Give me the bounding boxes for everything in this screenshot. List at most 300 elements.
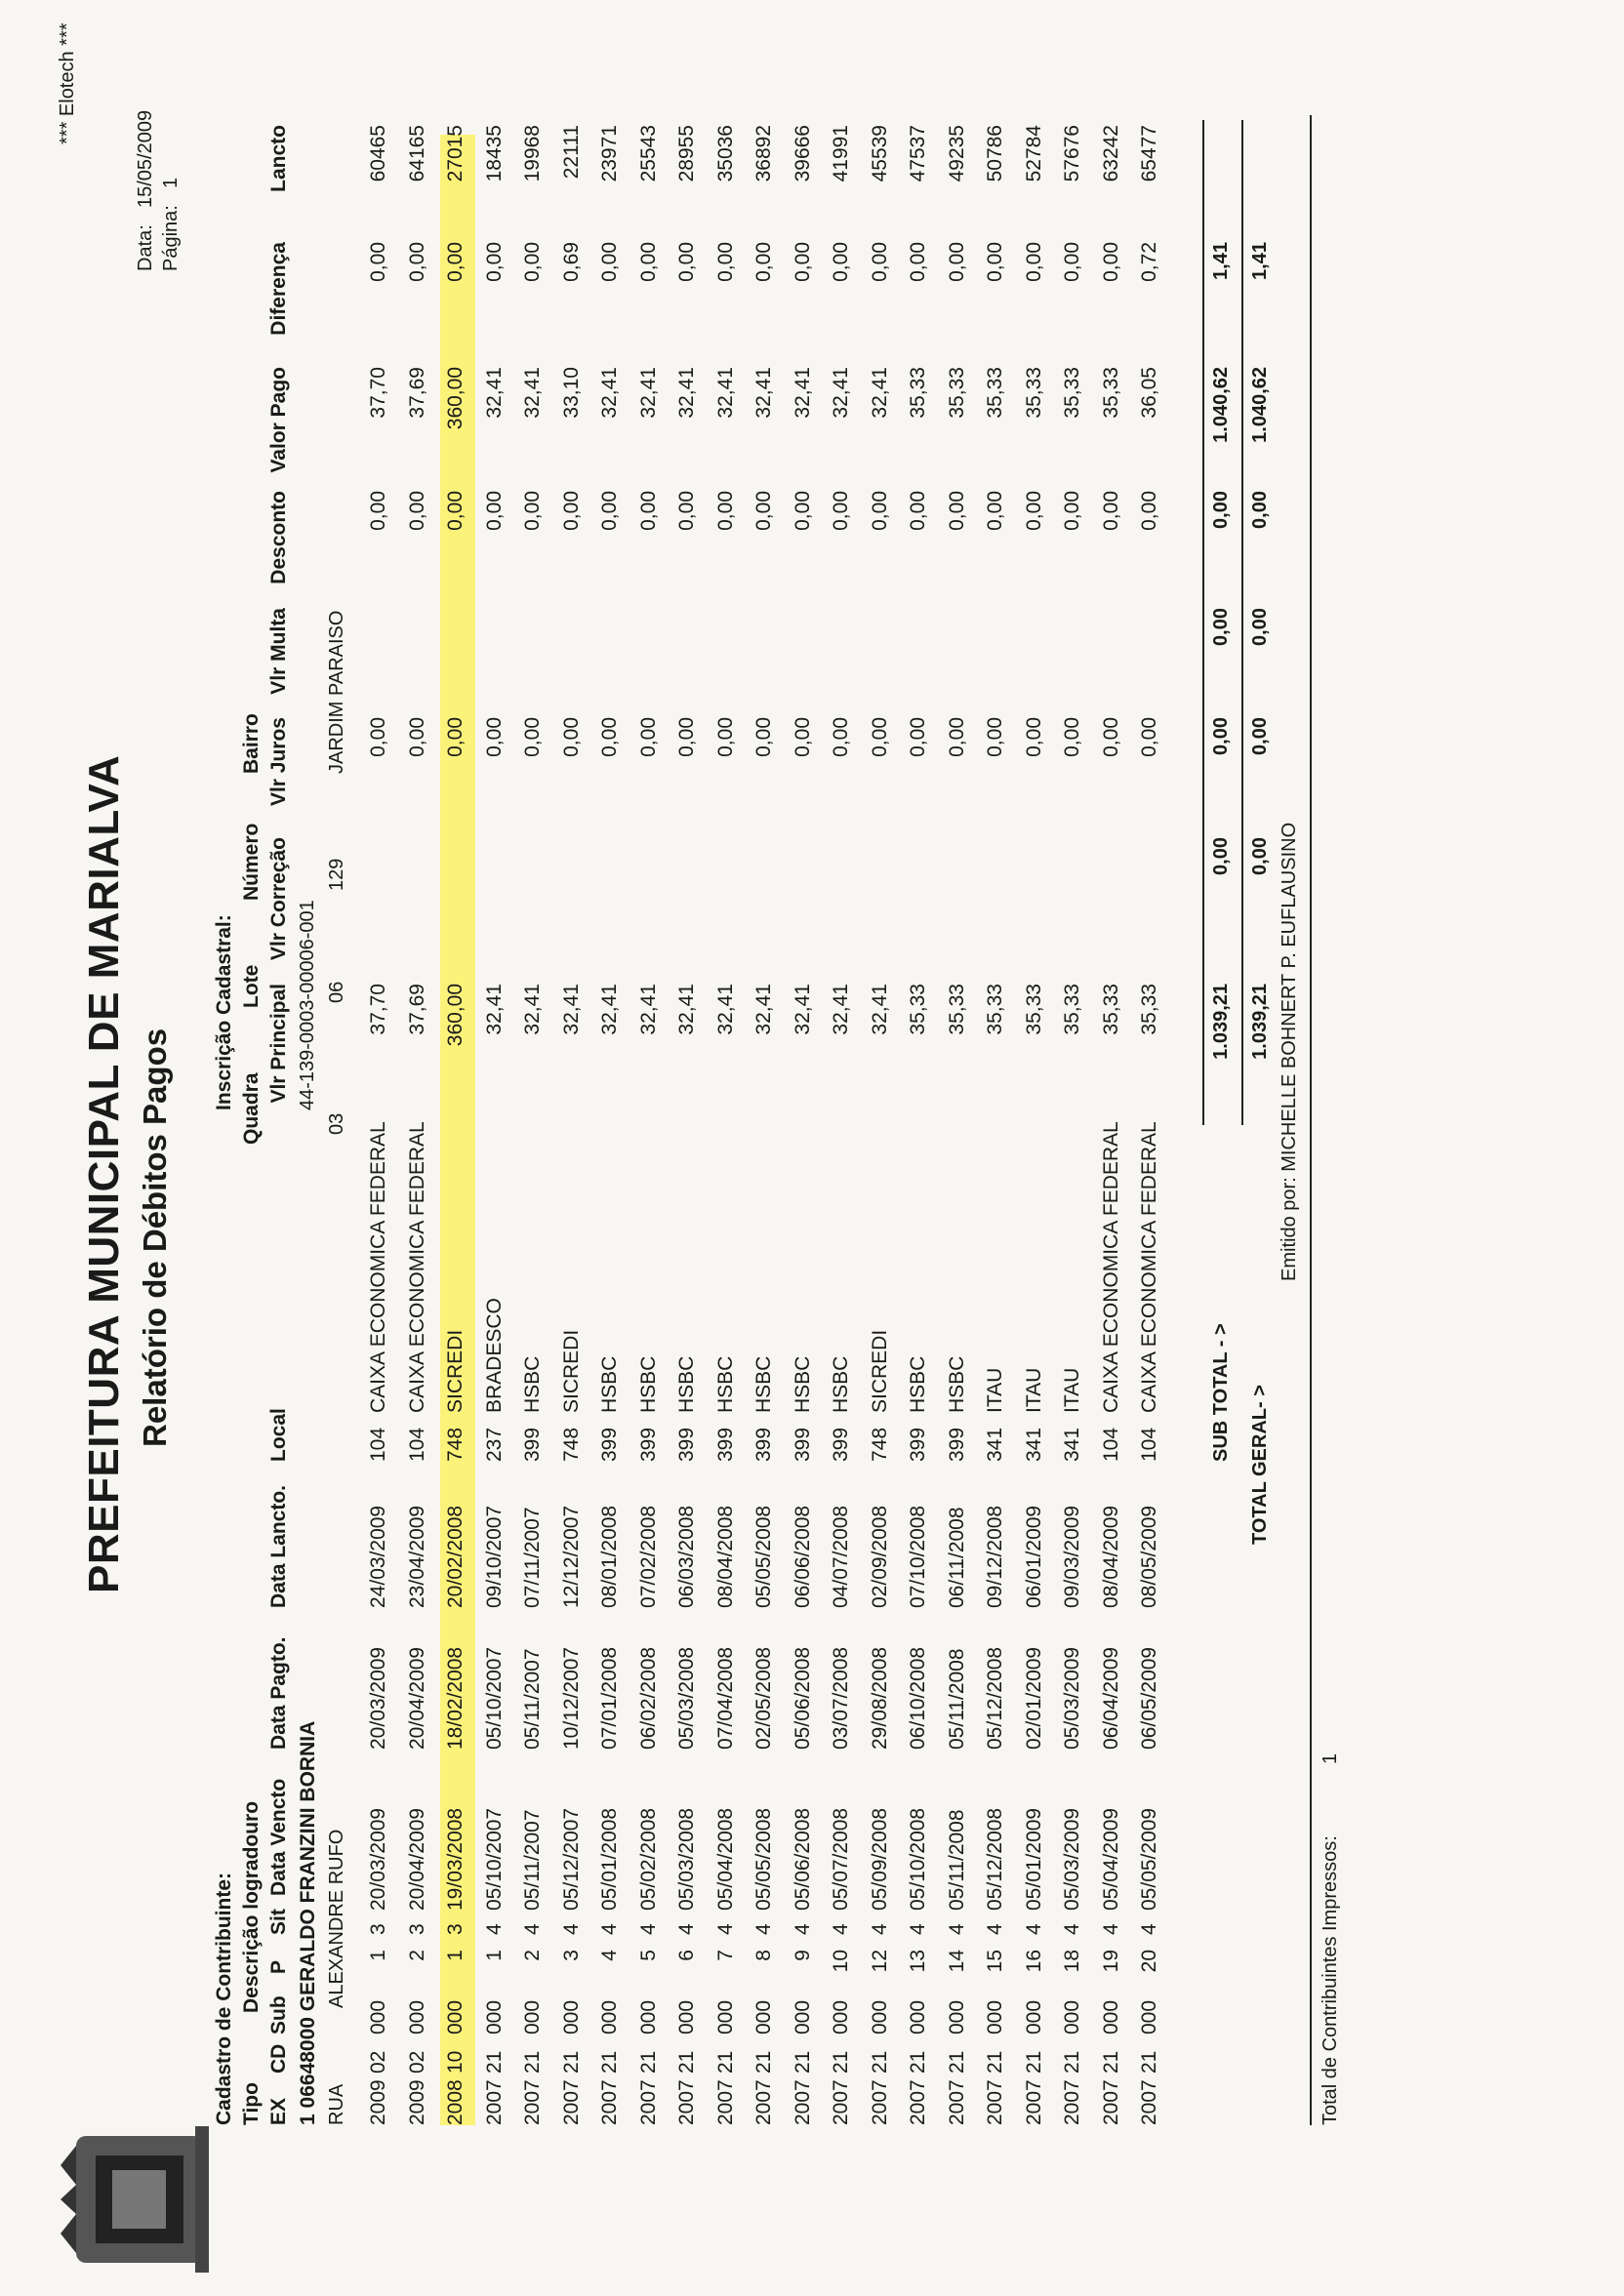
row-cd: 21 [559, 2050, 583, 2074]
table-row [400, 0, 438, 2296]
row-lancto-data: 07/10/2008 [907, 1505, 929, 1608]
row-cd: 02 [405, 2050, 428, 2074]
row-local: BRADESCO [482, 1298, 506, 1413]
row-juros: 0,00 [1099, 717, 1122, 757]
row-cd: 21 [482, 2050, 506, 2074]
table-row [670, 0, 708, 2296]
row-sub: 000 [984, 1999, 1006, 2034]
row-diferenca: 0,00 [830, 242, 852, 282]
total-desconto: 0,00 [1249, 491, 1271, 529]
row-local: CAIXA ECONOMICA FEDERAL [405, 1121, 428, 1413]
report-subtitle: Relatório de Débitos Pagos [137, 1027, 173, 1447]
row-desconto: 0,00 [984, 491, 1006, 531]
row-pago: 35,33 [1022, 367, 1045, 419]
row-diferenca: 0,00 [868, 242, 891, 282]
row-ex: 2007 [1022, 2079, 1045, 2125]
label-data-pagto: Data Pagto. [267, 1636, 290, 1750]
row-pagto: 20/03/2009 [367, 1646, 389, 1750]
table-row [1094, 0, 1132, 2296]
row-cd: 21 [521, 2050, 544, 2074]
row-pago: 32,41 [791, 367, 814, 419]
row-diferenca: 0,00 [1061, 242, 1083, 282]
row-local: HSBC [598, 1355, 621, 1413]
row-sub: 000 [521, 1999, 544, 2034]
row-lancto-data: 23/04/2009 [405, 1505, 428, 1608]
row-principal: 32,41 [559, 984, 583, 1035]
row-diferenca: 0,00 [636, 242, 660, 282]
row-sub: 000 [791, 1999, 814, 2034]
row-juros: 0,00 [945, 717, 968, 757]
row-pagto: 20/04/2009 [405, 1646, 428, 1750]
row-vencto: 05/12/2007 [559, 1807, 583, 1911]
subtotal-correcao: 0,00 [1210, 837, 1232, 875]
row-juros: 0,00 [675, 717, 698, 757]
table-row [361, 0, 399, 2296]
row-lancto: 47537 [907, 125, 929, 182]
row-cd: 21 [868, 2050, 891, 2074]
row-sit: 4 [559, 1923, 583, 1935]
table-row [709, 0, 747, 2296]
row-pago: 35,33 [1061, 367, 1083, 419]
row-vencto: 05/06/2008 [791, 1807, 814, 1911]
row-principal: 35,33 [1099, 984, 1122, 1035]
row-vencto: 05/11/2008 [945, 1809, 968, 1911]
subtotal-pago: 1.040,62 [1210, 367, 1232, 443]
total-principal: 1.039,21 [1249, 984, 1271, 1060]
row-pagto: 05/12/2008 [984, 1646, 1006, 1750]
subtotal-label: SUB TOTAL - > [1210, 1323, 1232, 1462]
row-sub: 000 [675, 1999, 698, 2034]
row-juros: 0,00 [1138, 717, 1160, 757]
row-principal: 35,33 [945, 984, 968, 1035]
contribuinte-quadra: 03 [326, 1112, 347, 1135]
table-row [477, 0, 515, 2296]
row-sit: 4 [907, 1923, 929, 1935]
row-cd: 21 [907, 2050, 929, 2074]
row-lancto: 49235 [945, 125, 968, 182]
row-sit: 4 [830, 1923, 852, 1935]
row-diferenca: 0,00 [713, 242, 737, 282]
row-lancto-data: 08/04/2008 [713, 1505, 737, 1608]
row-vencto: 05/09/2008 [868, 1807, 891, 1911]
row-lancto: 64165 [405, 125, 428, 182]
emitido-por: Emitido por: MICHELLE BOHNERT P. EUFLAUSINO [1279, 822, 1300, 1281]
row-principal: 35,33 [1061, 984, 1083, 1035]
row-cd: 21 [636, 2050, 660, 2074]
row-sub: 000 [1061, 1999, 1083, 2034]
row-vencto: 19/03/2008 [444, 1807, 467, 1911]
contribuinte-logradouro: ALEXANDRE RUFO [326, 1829, 347, 2008]
row-local: ITAU [984, 1367, 1006, 1413]
row-principal: 32,41 [713, 984, 737, 1035]
table-row [824, 0, 862, 2296]
row-ex: 2007 [791, 2079, 814, 2125]
row-local-code: 399 [675, 1427, 698, 1462]
row-pago: 32,41 [482, 367, 506, 419]
row-lancto-data: 08/01/2008 [598, 1505, 621, 1608]
row-lancto: 39666 [791, 125, 814, 182]
footer-rule [1310, 115, 1312, 2125]
row-principal: 35,33 [907, 984, 929, 1035]
row-local-code: 399 [830, 1427, 852, 1462]
row-sit: 4 [752, 1923, 775, 1935]
row-vencto: 05/04/2008 [713, 1807, 737, 1911]
row-p: 18 [1061, 1950, 1083, 1973]
row-diferenca: 0,00 [367, 242, 389, 282]
row-local-code: 399 [598, 1427, 621, 1462]
label-tipo: Tipo [240, 2082, 263, 2125]
row-principal: 32,41 [752, 984, 775, 1035]
date-value: 15/05/2009 [135, 109, 156, 208]
table-row [515, 0, 553, 2296]
row-juros: 0,00 [830, 717, 852, 757]
total-pago: 1.040,62 [1249, 367, 1271, 443]
row-cd: 21 [1138, 2050, 1160, 2074]
row-lancto: 36892 [752, 125, 775, 182]
row-pago: 32,41 [521, 367, 544, 419]
date-label: Data: [135, 224, 156, 271]
row-principal: 32,41 [636, 984, 660, 1035]
label-cd: CD [267, 2043, 290, 2074]
row-vencto: 05/10/2008 [907, 1807, 929, 1911]
row-sub: 000 [752, 1999, 775, 2034]
contribuinte-tipo: RUA [326, 2083, 347, 2125]
row-p: 4 [598, 1950, 621, 1961]
table-row [1055, 0, 1093, 2296]
row-local: HSBC [675, 1355, 698, 1413]
row-juros: 0,00 [598, 717, 621, 757]
row-pagto: 05/11/2007 [521, 1648, 544, 1750]
vendor-label: *** Elotech *** [57, 22, 78, 144]
row-lancto-data: 07/11/2007 [521, 1507, 544, 1608]
report-title: PREFEITURA MUNICIPAL DE MARIALVA [80, 754, 128, 1593]
row-diferenca: 0,00 [521, 242, 544, 282]
row-sit: 4 [1061, 1923, 1083, 1935]
label-valor-pago: Valor Pago [267, 367, 290, 473]
row-local: ITAU [1061, 1367, 1083, 1413]
row-ex: 2007 [713, 2079, 737, 2125]
row-pago: 32,41 [675, 367, 698, 419]
row-p: 3 [559, 1950, 583, 1961]
row-sit: 4 [1022, 1923, 1045, 1935]
page-label: Página: [160, 205, 182, 271]
row-local: HSBC [945, 1355, 968, 1413]
row-p: 7 [713, 1950, 737, 1961]
row-lancto: 23971 [598, 125, 621, 182]
row-p: 8 [752, 1950, 775, 1961]
row-local-code: 341 [1022, 1427, 1045, 1462]
row-desconto: 0,00 [868, 491, 891, 531]
row-local-code: 399 [752, 1427, 775, 1462]
row-pagto: 05/11/2008 [945, 1648, 968, 1750]
row-local-code: 748 [868, 1427, 891, 1462]
row-local-code: 399 [521, 1427, 544, 1462]
contribuinte-lote: 06 [326, 981, 347, 1003]
table-row [786, 0, 824, 2296]
row-local: SICREDI [559, 1329, 583, 1413]
row-pagto: 02/05/2008 [752, 1646, 775, 1750]
row-principal: 32,41 [830, 984, 852, 1035]
row-cd: 21 [713, 2050, 737, 2074]
row-diferenca: 0,00 [405, 242, 428, 282]
row-principal: 37,69 [405, 984, 428, 1035]
row-juros: 0,00 [1022, 717, 1045, 757]
row-juros: 0,00 [868, 717, 891, 757]
row-cd: 21 [1061, 2050, 1083, 2074]
impressos-label: Total de Contribuintes Impressos: [1320, 1835, 1341, 2125]
row-vencto: 05/02/2008 [636, 1807, 660, 1911]
row-sit: 3 [405, 1923, 428, 1935]
row-ex: 2007 [1138, 2079, 1160, 2125]
row-diferenca: 0,00 [945, 242, 968, 282]
row-cd: 21 [791, 2050, 814, 2074]
row-local: SICREDI [444, 1329, 467, 1413]
row-p: 2 [405, 1950, 428, 1961]
label-numero: Número [240, 823, 263, 901]
row-diferenca: 0,69 [559, 242, 583, 282]
row-vencto: 05/04/2009 [1099, 1807, 1122, 1911]
row-pago: 33,10 [559, 367, 583, 419]
row-vencto: 05/05/2008 [752, 1807, 775, 1911]
row-pago: 37,70 [367, 367, 389, 419]
row-pago: 360,00 [444, 367, 467, 430]
row-p: 16 [1022, 1950, 1045, 1973]
row-pagto: 02/01/2009 [1022, 1646, 1045, 1750]
row-juros: 0,00 [636, 717, 660, 757]
row-cd: 21 [945, 2050, 968, 2074]
row-desconto: 0,00 [907, 491, 929, 531]
row-pagto: 05/06/2008 [791, 1646, 814, 1750]
total-label: TOTAL GERAL- > [1249, 1385, 1271, 1545]
row-p: 14 [945, 1950, 968, 1973]
row-local: HSBC [713, 1355, 737, 1413]
row-juros: 0,00 [713, 717, 737, 757]
row-lancto: 19968 [521, 125, 544, 182]
row-vencto: 20/03/2009 [367, 1807, 389, 1911]
row-juros: 0,00 [752, 717, 775, 757]
row-cd: 21 [984, 2050, 1006, 2074]
row-lancto-data: 24/03/2009 [367, 1505, 389, 1608]
table-row [1132, 0, 1170, 2296]
row-p: 20 [1138, 1950, 1160, 1973]
row-desconto: 0,00 [1061, 491, 1083, 531]
row-vencto: 05/12/2008 [984, 1807, 1006, 1911]
row-vencto: 05/10/2007 [482, 1807, 506, 1911]
row-juros: 0,00 [1061, 717, 1083, 757]
row-pago: 32,41 [636, 367, 660, 419]
row-diferenca: 0,00 [1099, 242, 1122, 282]
subtotal-multa: 0,00 [1210, 608, 1232, 646]
label-quadra: Quadra [240, 1072, 263, 1145]
row-p: 1 [482, 1950, 506, 1961]
row-sit: 4 [1138, 1923, 1160, 1935]
row-sit: 3 [444, 1923, 467, 1935]
row-lancto-data: 09/10/2007 [482, 1505, 506, 1608]
row-principal: 37,70 [367, 984, 389, 1035]
row-cd: 21 [1022, 2050, 1045, 2074]
row-desconto: 0,00 [559, 491, 583, 531]
row-sit: 4 [945, 1923, 968, 1935]
total-multa: 0,00 [1249, 608, 1271, 646]
row-vencto: 05/11/2007 [521, 1809, 544, 1911]
row-p: 1 [444, 1950, 467, 1961]
row-lancto: 27015 [444, 125, 467, 182]
label-lancto: Lancto [267, 125, 290, 192]
row-p: 1 [367, 1950, 389, 1961]
row-pagto: 29/08/2008 [868, 1646, 891, 1750]
row-sub: 000 [636, 1999, 660, 2034]
impressos-value: 1 [1320, 1752, 1341, 1764]
row-juros: 0,00 [559, 717, 583, 757]
row-juros: 0,00 [521, 717, 544, 757]
row-pago: 35,33 [907, 367, 929, 419]
row-lancto: 18435 [482, 125, 506, 182]
table-row [863, 0, 901, 2296]
contribuinte-bairro: JARDIM PARAISO [326, 610, 347, 774]
row-p: 2 [521, 1950, 544, 1961]
row-lancto: 52784 [1022, 125, 1045, 182]
row-ex: 2009 [367, 2079, 389, 2125]
total-juros: 0,00 [1249, 717, 1271, 755]
label-diferenca: Diferença [267, 242, 290, 336]
row-pago: 35,33 [1099, 367, 1122, 419]
row-desconto: 0,00 [830, 491, 852, 531]
subtotal-principal: 1.039,21 [1210, 984, 1232, 1060]
row-local-code: 748 [559, 1427, 583, 1462]
contribuinte-numero: 129 [326, 858, 347, 891]
row-p: 10 [830, 1950, 852, 1973]
row-juros: 0,00 [482, 717, 506, 757]
row-local-code: 104 [1138, 1427, 1160, 1462]
row-sit: 4 [1099, 1923, 1122, 1935]
label-vlr-principal: Vlr Principal [267, 984, 290, 1104]
row-p: 5 [636, 1950, 660, 1961]
row-local: CAIXA ECONOMICA FEDERAL [1138, 1121, 1160, 1413]
row-ex: 2009 [405, 2079, 428, 2125]
row-lancto-data: 12/12/2007 [559, 1505, 583, 1608]
row-local: SICREDI [868, 1329, 891, 1413]
row-desconto: 0,00 [752, 491, 775, 531]
label-p: P [267, 1959, 290, 1974]
row-lancto-data: 09/03/2009 [1061, 1505, 1083, 1608]
row-desconto: 0,00 [482, 491, 506, 531]
row-local-code: 399 [713, 1427, 737, 1462]
row-local: HSBC [636, 1355, 660, 1413]
row-sub: 000 [1138, 1999, 1160, 2034]
row-diferenca: 0,00 [675, 242, 698, 282]
row-vencto: 05/03/2009 [1061, 1807, 1083, 1911]
row-local: ITAU [1022, 1367, 1045, 1413]
row-ex: 2007 [752, 2079, 775, 2125]
row-local: HSBC [752, 1355, 775, 1413]
label-sub: Sub [267, 1995, 290, 2034]
row-juros: 0,00 [984, 717, 1006, 757]
row-cd: 21 [830, 2050, 852, 2074]
label-data-lancto: Data Lancto. [267, 1484, 290, 1608]
row-desconto: 0,00 [636, 491, 660, 531]
city-crest-icon [59, 2126, 215, 2273]
row-local-code: 104 [1099, 1427, 1122, 1462]
row-vencto: 05/07/2008 [830, 1807, 852, 1911]
row-sub: 000 [1099, 1999, 1122, 2034]
row-vencto: 05/01/2009 [1022, 1807, 1045, 1911]
row-desconto: 0,00 [405, 491, 428, 531]
row-ex: 2007 [1099, 2079, 1122, 2125]
row-sub: 000 [444, 1999, 467, 2034]
row-local: CAIXA ECONOMICA FEDERAL [1099, 1121, 1122, 1413]
row-lancto-data: 04/07/2008 [830, 1505, 852, 1608]
row-local-code: 341 [1061, 1427, 1083, 1462]
label-desconto: Desconto [267, 491, 290, 584]
row-lancto-data: 08/05/2009 [1138, 1505, 1160, 1608]
row-lancto: 57676 [1061, 125, 1083, 182]
row-juros: 0,00 [405, 717, 428, 757]
row-ex: 2007 [830, 2079, 852, 2125]
row-pagto: 06/02/2008 [636, 1646, 660, 1750]
row-sit: 4 [521, 1923, 544, 1935]
row-cd: 21 [752, 2050, 775, 2074]
table-row [631, 0, 670, 2296]
label-bairro: Bairro [240, 713, 263, 774]
row-lancto-data: 05/05/2008 [752, 1505, 775, 1608]
row-principal: 32,41 [868, 984, 891, 1035]
row-juros: 0,00 [444, 717, 467, 757]
row-sit: 4 [713, 1923, 737, 1935]
subtotal-juros: 0,00 [1210, 717, 1232, 755]
row-pagto: 06/10/2008 [907, 1646, 929, 1750]
row-p: 12 [868, 1950, 891, 1973]
row-lancto-data: 02/09/2008 [868, 1505, 891, 1608]
row-ex: 2007 [636, 2079, 660, 2125]
label-ex: EX [267, 2097, 290, 2125]
row-lancto: 63242 [1099, 125, 1122, 182]
row-p: 15 [984, 1950, 1006, 1973]
table-row [747, 0, 785, 2296]
row-local: HSBC [907, 1355, 929, 1413]
row-ex: 2007 [521, 2079, 544, 2125]
row-pagto: 07/04/2008 [713, 1646, 737, 1750]
row-pagto: 06/05/2009 [1138, 1646, 1160, 1750]
row-vencto: 05/03/2008 [675, 1807, 698, 1911]
row-lancto: 50786 [984, 125, 1006, 182]
table-row [592, 0, 630, 2296]
row-lancto-data: 09/12/2008 [984, 1505, 1006, 1608]
row-vencto: 05/05/2009 [1138, 1807, 1160, 1911]
row-p: 19 [1099, 1950, 1122, 1973]
row-ex: 2007 [598, 2079, 621, 2125]
row-pagto: 06/04/2009 [1099, 1646, 1122, 1750]
row-ex: 2007 [482, 2079, 506, 2125]
total-diferenca: 1,41 [1249, 242, 1271, 280]
row-diferenca: 0,00 [1022, 242, 1045, 282]
row-sit: 4 [636, 1923, 660, 1935]
row-principal: 32,41 [598, 984, 621, 1035]
row-juros: 0,00 [791, 717, 814, 757]
row-sit: 4 [482, 1923, 506, 1935]
row-pago: 32,41 [752, 367, 775, 419]
label-cadastro: Cadastro de Contribuinte: [213, 1872, 235, 2125]
row-lancto-data: 06/11/2008 [945, 1507, 968, 1608]
row-lancto-data: 07/02/2008 [636, 1505, 660, 1608]
table-row [978, 0, 1016, 2296]
row-cd: 21 [598, 2050, 621, 2074]
subtotal-desconto: 0,00 [1210, 491, 1232, 529]
row-pagto: 05/03/2009 [1061, 1646, 1083, 1750]
row-sub: 000 [907, 1999, 929, 2034]
label-vlr-multa: Vlr Multa [267, 608, 290, 695]
row-pagto: 03/07/2008 [830, 1646, 852, 1750]
row-ex: 2008 [444, 2079, 467, 2125]
